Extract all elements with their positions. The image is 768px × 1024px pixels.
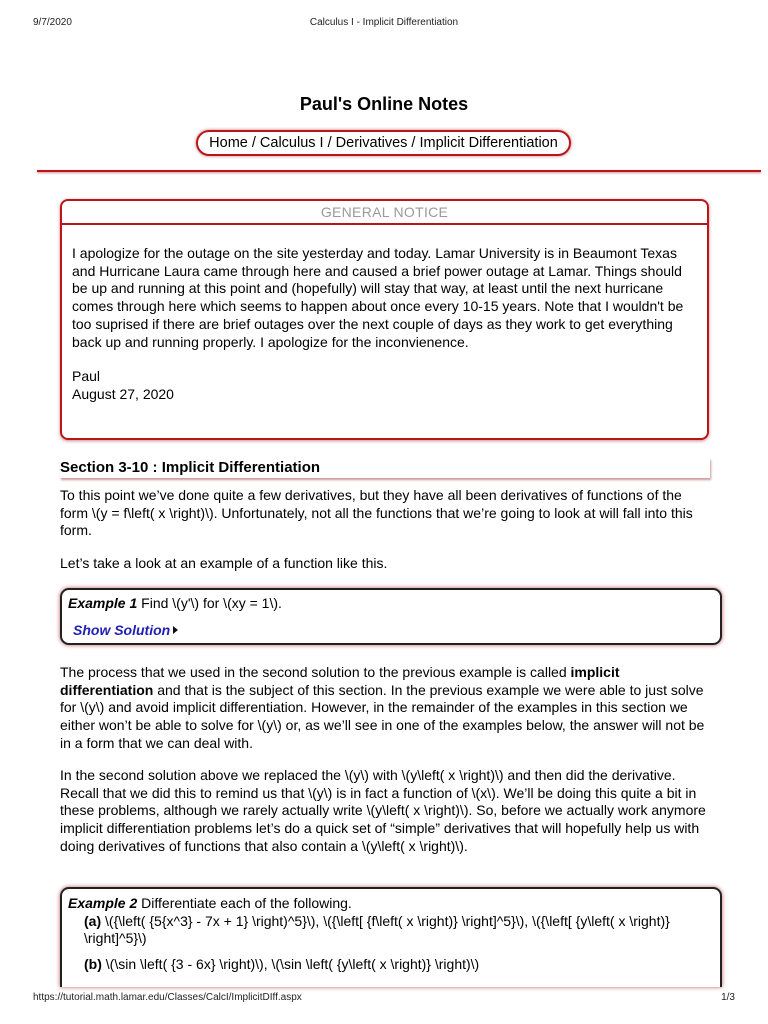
example-1-label: Example 1 bbox=[68, 595, 138, 611]
p3-term: implicit differentiation bbox=[60, 664, 620, 698]
intro-paragraph: To this point we’ve done quite a few derivatives, but they have all been derivatives of functions of the form \(y = f\left( x \right)\). Unfortunately, not all the functions that we’re going to look at will fall into this form. bbox=[60, 487, 693, 539]
header-divider bbox=[37, 170, 761, 172]
example-2-part-b bbox=[68, 956, 714, 974]
print-footer bbox=[0, 992, 768, 1006]
example-2-statement bbox=[68, 895, 714, 913]
example-2-box bbox=[60, 887, 722, 987]
general-notice-box bbox=[60, 199, 709, 440]
notice-body bbox=[62, 225, 707, 404]
show-solution-label[interactable]: Show Solution bbox=[73, 621, 171, 638]
notice-title: GENERAL NOTICE bbox=[62, 201, 707, 225]
site-title[interactable]: Paul's Online Notes bbox=[299, 94, 469, 114]
print-date: 9/7/2020 bbox=[33, 17, 72, 28]
part-b-label: (b) bbox=[84, 956, 102, 973]
print-header bbox=[0, 17, 768, 31]
part-a-label: (a) bbox=[84, 912, 102, 929]
part-a-text: \({\left( {5{x^3} - 7x + 1} \right)^5}\), \({\left[ {f\left( x \right)} \right]^5}\), \({\left[ {y\left( x \right)} \right]^5}\) bbox=[84, 912, 670, 947]
part-b-text: \(\sin \left( {3 - 6x} \right)\), \(\sin \left( {y\left( x \right)} \right)\) bbox=[101, 956, 480, 973]
print-url: https://tutorial.math.lamar.edu/Classes/CalcI/ImplicitDIff.aspx bbox=[33, 992, 302, 1003]
notice-date: August 27, 2020 bbox=[72, 385, 174, 402]
example-1-statement bbox=[68, 595, 714, 613]
print-title: Calculus I - Implicit Differentiation bbox=[309, 17, 459, 28]
p3-text-b: and that is the subject of this section. In the previous example we were able to just solve for \(y\) and avoid implicit differentiation. However, in the remainder of the examples in this section we either won’t be able to solve for \(y\) or, as we’ll see in one of the examples below, the answer will not be in a form that we can deal with. bbox=[60, 681, 705, 751]
p3-text-a: The process that we used in the second solution to the previous example is called bbox=[60, 664, 571, 680]
section-heading: Section 3-10 : Implicit Differentiation bbox=[60, 458, 710, 478]
example-2-label: Example 2 bbox=[68, 895, 138, 911]
expand-arrow-icon[interactable] bbox=[173, 626, 178, 634]
breadcrumb[interactable]: Home / Calculus I / Derivatives / Implicit Differentiation bbox=[196, 130, 571, 156]
example-1-box bbox=[60, 588, 722, 645]
example-2-part-a bbox=[68, 913, 714, 948]
show-solution-button[interactable] bbox=[68, 622, 714, 640]
page-number: 1/3 bbox=[721, 992, 735, 1003]
implicit-diff-paragraph bbox=[60, 664, 710, 753]
replacement-paragraph: In the second solution above we replaced the \(y\) with \(y\left( x \right)\) and then did the derivative. Recall that we did this to remind us that \(y\) is in fact a function of \(x\). We’ll be doing this quite a bit in these problems, although we rarely actually write \(y\left( x \right)\). So, before we actually work anymore implicit differentiation problems let’s do a quick set of “simple” derivatives that will hopefully help us with doing derivatives of functions that also contain a \(y\left( x \right)\). bbox=[60, 767, 706, 854]
lead-in-paragraph: Let’s take a look at an example of a function like this. bbox=[60, 555, 388, 571]
example-2-text: Differentiate each of the following. bbox=[137, 895, 352, 911]
example-1-text: Find \(y'\) for \(xy = 1\). bbox=[137, 595, 282, 611]
notice-text: I apologize for the outage on the site yesterday and today. Lamar University is in Beaumont Texas and Hurricane Laura came through here and caused a brief power outage at Lamar. Things should be up and running at this point and (hopefully) will stay that way, at least until the next hurricane comes through here which seems to happen about once every 10-15 years. Note that I wouldn't be too suprised if there are brief outages over the next couple of days as they work to get everything back up and running properly. I apologize for the inconvienence. bbox=[72, 245, 684, 350]
notice-signature: Paul bbox=[72, 368, 101, 385]
